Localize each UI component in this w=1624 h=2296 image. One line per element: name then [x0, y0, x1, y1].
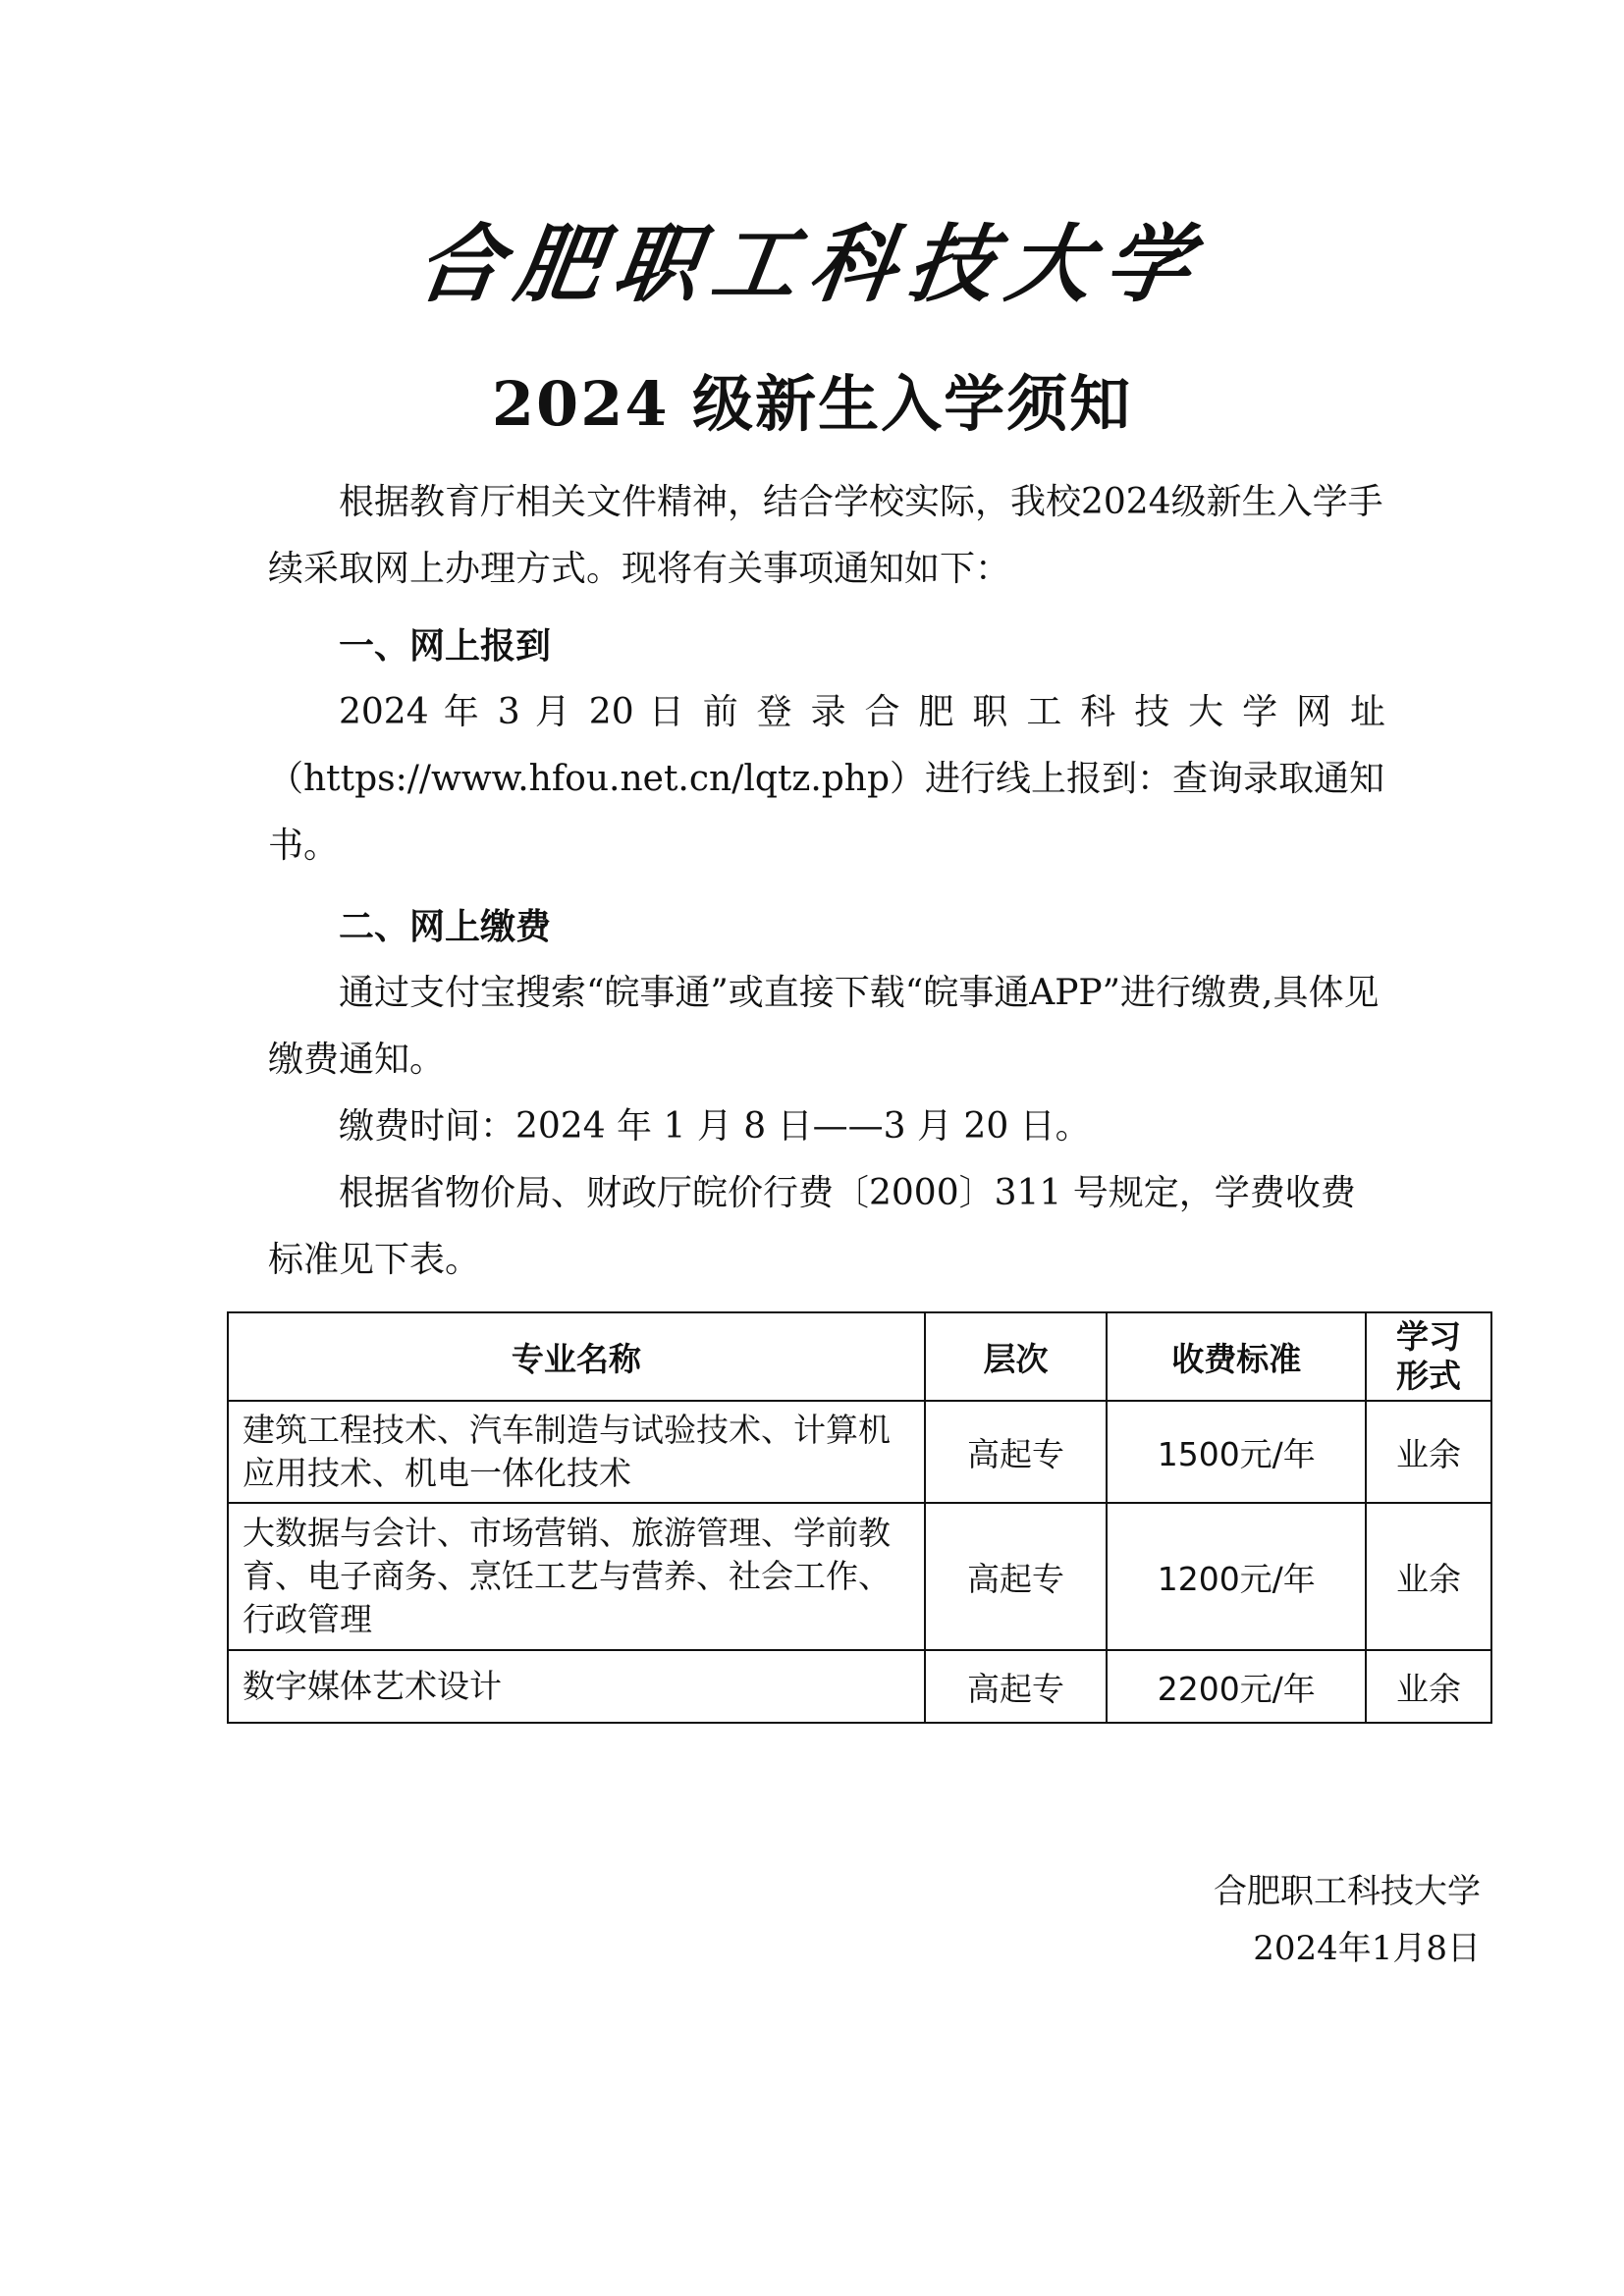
signature-block [1214, 1863, 1481, 1977]
registration-line: 2024 年 3 月 20 日 前 登 录 合 肥 职 工 科 技 大 学 网 址 [339, 692, 1385, 732]
cell-study-form: 业余 [1366, 1401, 1491, 1503]
notice-body [268, 469, 1385, 1294]
page-title: 2024 级新生入学须知 [491, 368, 1133, 440]
university-logo: 合肥职工科技大学 [410, 216, 1211, 314]
cell-major: 数字媒体艺术设计 [228, 1650, 925, 1723]
fee-standard-paragraph: 根据省物价局、财政厅皖价行费〔2000〕311 号规定，学费收费标准见下表。 [268, 1173, 1356, 1280]
fee-table [227, 1311, 1492, 1724]
header-major: 专业名称 [228, 1312, 925, 1401]
registration-url-line[interactable]: （https://www.hfou.net.cn/lqtz.php）进行线上报到：查询录取通知书。 [268, 759, 1385, 866]
cell-level: 高起专 [925, 1650, 1108, 1723]
cell-fee: 2200元/年 [1107, 1650, 1366, 1723]
header-level: 层次 [925, 1312, 1108, 1401]
cell-level: 高起专 [925, 1503, 1108, 1650]
table-row [228, 1503, 1491, 1650]
payment-time-paragraph: 缴费时间：2024 年 1 月 8 日——3 月 20 日。 [339, 1106, 1091, 1147]
table-row [228, 1650, 1491, 1723]
cell-major: 大数据与会计、市场营销、旅游管理、学前教育、电子商务、烹饪工艺与营养、社会工作、行政管理 [228, 1503, 925, 1650]
table-row [228, 1401, 1491, 1503]
signature-date: 2024年1月8日 [1253, 1929, 1481, 1968]
header-study-form: 学习形式 [1366, 1312, 1491, 1401]
cell-study-form: 业余 [1366, 1650, 1491, 1723]
table-header-row [228, 1312, 1491, 1401]
header-fee: 收费标准 [1107, 1312, 1366, 1401]
cell-major: 建筑工程技术、汽车制造与试验技术、计算机应用技术、机电一体化技术 [228, 1401, 925, 1503]
intro-paragraph: 根据教育厅相关文件精神，结合学校实际，我校2024级新生入学手续采取网上办理方式。现将有关事项通知如下： [268, 482, 1383, 589]
signature-org: 合肥职工科技大学 [1214, 1872, 1481, 1911]
payment-method-paragraph: 通过支付宝搜索“皖事通”或直接下载“皖事通APP”进行缴费,具体见缴费通知。 [268, 973, 1380, 1080]
section-heading-registration: 一、网上报到 [339, 625, 552, 667]
cell-fee: 1200元/年 [1107, 1503, 1366, 1650]
cell-study-form: 业余 [1366, 1503, 1491, 1650]
cell-level: 高起专 [925, 1401, 1108, 1503]
cell-fee: 1500元/年 [1107, 1401, 1366, 1503]
section-heading-payment: 二、网上缴费 [339, 906, 552, 947]
